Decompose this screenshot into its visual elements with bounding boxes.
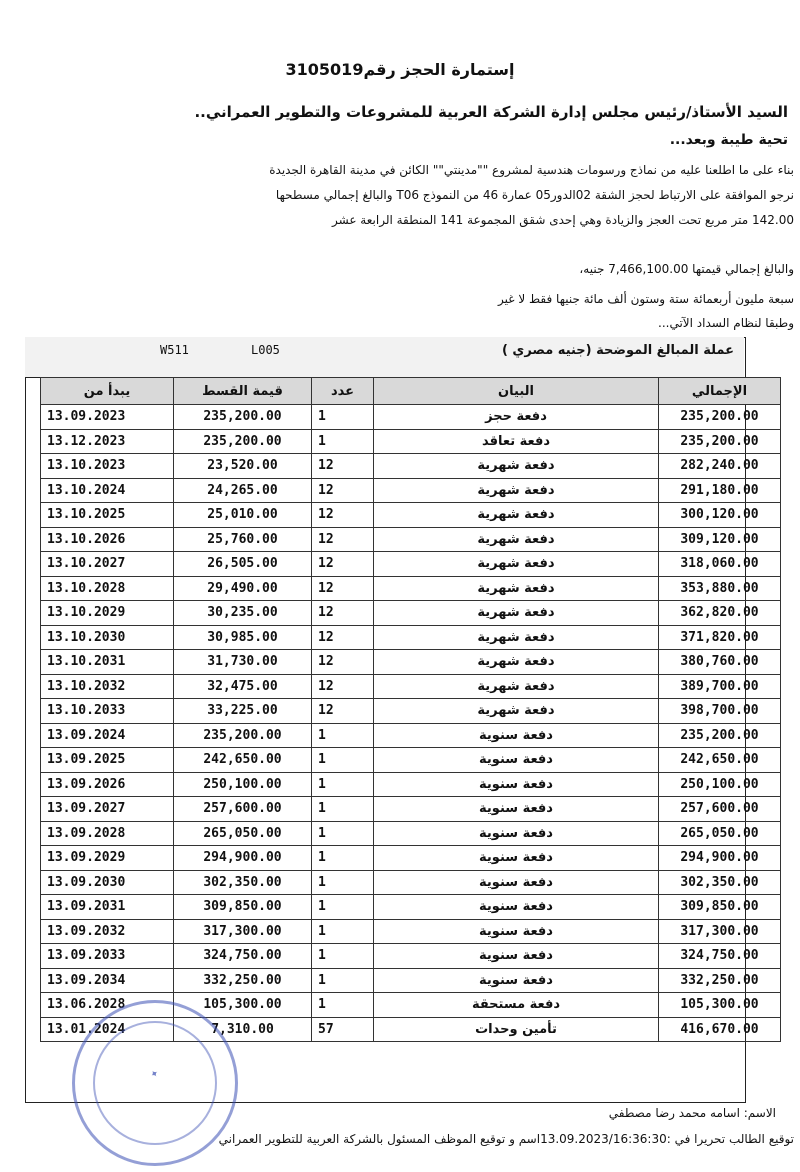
row-start-date: 13.12.2023 [41, 429, 174, 454]
row-description: دفعة سنوية [374, 944, 659, 969]
row-description: دفعة شهرية [374, 454, 659, 479]
form-title: إستمارة الحجز رقم3105019 [285, 60, 515, 79]
row-start-date: 13.10.2028 [41, 576, 174, 601]
row-description: دفعة سنوية [374, 748, 659, 773]
table-row [41, 846, 781, 871]
row-total: 242,650.00 [659, 748, 781, 773]
row-start-date: 13.09.2034 [41, 968, 174, 993]
row-count: 1 [312, 870, 374, 895]
row-description: دفعة سنوية [374, 797, 659, 822]
table-row [41, 478, 781, 503]
table-row [41, 968, 781, 993]
row-description: دفعة سنوية [374, 846, 659, 871]
row-count: 12 [312, 625, 374, 650]
table-row [41, 821, 781, 846]
currency-header [25, 337, 744, 378]
row-total: 282,240.00 [659, 454, 781, 479]
row-installment: 25,010.00 [174, 503, 312, 528]
row-installment: 235,200.00 [174, 429, 312, 454]
row-start-date: 13.09.2028 [41, 821, 174, 846]
row-count: 12 [312, 674, 374, 699]
row-total: 250,100.00 [659, 772, 781, 797]
table-row [41, 723, 781, 748]
header-start-date: يبدأ من [41, 378, 174, 405]
row-description: دفعة سنوية [374, 821, 659, 846]
row-total: 291,180.00 [659, 478, 781, 503]
row-description: تأمين وحدات [374, 1017, 659, 1042]
row-start-date: 13.09.2032 [41, 919, 174, 944]
row-installment: 235,200.00 [174, 405, 312, 430]
stamp-mark: ✦ [148, 1067, 162, 1082]
row-description: دفعة شهرية [374, 601, 659, 626]
row-count: 1 [312, 797, 374, 822]
row-description: دفعة سنوية [374, 968, 659, 993]
currency-note: عملة المبالغ الموضحة (جنيه مصري ) [501, 343, 734, 358]
row-start-date: 13.09.2033 [41, 944, 174, 969]
row-total: 294,900.00 [659, 846, 781, 871]
row-installment: 257,600.00 [174, 797, 312, 822]
row-count: 1 [312, 993, 374, 1018]
row-description: دفعة شهرية [374, 478, 659, 503]
row-installment: 30,235.00 [174, 601, 312, 626]
row-start-date: 13.10.2024 [41, 478, 174, 503]
table-row [41, 527, 781, 552]
header-description: البيان [374, 378, 659, 405]
row-total: 302,350.00 [659, 870, 781, 895]
total-in-words: سبعة مليون أربعمائة ستة وستون ألف مائة جنيها فقط لا غير [498, 292, 794, 306]
table-row [41, 650, 781, 675]
table-row [41, 919, 781, 944]
table-row [41, 870, 781, 895]
row-count: 12 [312, 478, 374, 503]
row-installment: 29,490.00 [174, 576, 312, 601]
row-start-date: 13.09.2029 [41, 846, 174, 871]
paragraph-line-2: نرجو الموافقة على الارتباط لحجز الشقة 02الدور05 عمارة 46 من النموذج T06 والبالغ إجمالي مسطحها [275, 188, 794, 202]
row-total: 257,600.00 [659, 797, 781, 822]
row-total: 235,200.00 [659, 405, 781, 430]
row-count: 12 [312, 699, 374, 724]
row-description: دفعة شهرية [374, 674, 659, 699]
table-row [41, 503, 781, 528]
row-start-date: 13.06.2028 [41, 993, 174, 1018]
table-row [41, 625, 781, 650]
row-total: 380,760.00 [659, 650, 781, 675]
row-start-date: 13.09.2031 [41, 895, 174, 920]
header-installment: قيمة القسط [174, 378, 312, 405]
table-row [41, 674, 781, 699]
row-total: 317,300.00 [659, 919, 781, 944]
row-installment: 105,300.00 [174, 993, 312, 1018]
row-total: 362,820.00 [659, 601, 781, 626]
row-total: 324,750.00 [659, 944, 781, 969]
row-description: دفعة شهرية [374, 650, 659, 675]
row-installment: 24,265.00 [174, 478, 312, 503]
row-description: دفعة شهرية [374, 699, 659, 724]
table-row [41, 454, 781, 479]
row-start-date: 13.01.2024 [41, 1017, 174, 1042]
row-total: 235,200.00 [659, 429, 781, 454]
row-total: 398,700.00 [659, 699, 781, 724]
table-row [41, 699, 781, 724]
table-row [41, 405, 781, 430]
table-row [41, 552, 781, 577]
row-count: 1 [312, 405, 374, 430]
greeting: تحية طيبة وبعد... [669, 132, 788, 148]
row-start-date: 13.09.2026 [41, 772, 174, 797]
row-start-date: 13.10.2030 [41, 625, 174, 650]
row-installment: 7,310.00 [174, 1017, 312, 1042]
applicant-name: الاسم: اسامه محمد رضا مصطفي [608, 1106, 776, 1120]
row-description: دفعة مستحقة [374, 993, 659, 1018]
row-total: 105,300.00 [659, 993, 781, 1018]
payment-schedule-table [40, 377, 781, 1042]
row-installment: 31,730.00 [174, 650, 312, 675]
paragraph-line-3: 142.00 متر مربع تحت العجز والزيادة وهي إحدى شقق المجموعة 141 المنطقة الرابعة عشر [332, 213, 794, 227]
row-count: 1 [312, 968, 374, 993]
row-start-date: 13.10.2031 [41, 650, 174, 675]
row-description: دفعة سنوية [374, 772, 659, 797]
row-total: 416,670.00 [659, 1017, 781, 1042]
row-total: 389,700.00 [659, 674, 781, 699]
row-count: 1 [312, 944, 374, 969]
table-row [41, 772, 781, 797]
row-total: 235,200.00 [659, 723, 781, 748]
row-description: دفعة سنوية [374, 895, 659, 920]
table-row [41, 797, 781, 822]
row-count: 1 [312, 772, 374, 797]
row-installment: 250,100.00 [174, 772, 312, 797]
company-stamp-icon [72, 1000, 238, 1166]
row-description: دفعة شهرية [374, 625, 659, 650]
header-total: الإجمالي [659, 378, 781, 405]
row-total: 371,820.00 [659, 625, 781, 650]
table-row [41, 944, 781, 969]
row-count: 1 [312, 919, 374, 944]
row-start-date: 13.10.2029 [41, 601, 174, 626]
row-total: 265,050.00 [659, 821, 781, 846]
row-start-date: 13.09.2023 [41, 405, 174, 430]
row-installment: 235,200.00 [174, 723, 312, 748]
row-installment: 324,750.00 [174, 944, 312, 969]
row-start-date: 13.10.2025 [41, 503, 174, 528]
row-start-date: 13.09.2030 [41, 870, 174, 895]
row-installment: 302,350.00 [174, 870, 312, 895]
row-installment: 309,850.00 [174, 895, 312, 920]
row-installment: 30,985.00 [174, 625, 312, 650]
row-total: 300,120.00 [659, 503, 781, 528]
unit-code-1: W511 [160, 343, 189, 357]
row-description: دفعة سنوية [374, 870, 659, 895]
row-count: 12 [312, 454, 374, 479]
row-description: دفعة سنوية [374, 723, 659, 748]
row-description: دفعة حجز [374, 405, 659, 430]
row-count: 1 [312, 895, 374, 920]
payment-system-label: وطبقا لنظام السداد الآتي... [658, 316, 794, 330]
row-start-date: 13.10.2026 [41, 527, 174, 552]
row-count: 1 [312, 429, 374, 454]
row-description: دفعة شهرية [374, 576, 659, 601]
row-count: 12 [312, 576, 374, 601]
row-installment: 332,250.00 [174, 968, 312, 993]
header-count: عدد [312, 378, 374, 405]
row-start-date: 13.09.2025 [41, 748, 174, 773]
row-total: 353,880.00 [659, 576, 781, 601]
row-description: دفعة شهرية [374, 527, 659, 552]
row-total: 309,120.00 [659, 527, 781, 552]
row-count: 1 [312, 846, 374, 871]
row-installment: 25,760.00 [174, 527, 312, 552]
table-row [41, 748, 781, 773]
row-description: دفعة سنوية [374, 919, 659, 944]
table-row [41, 895, 781, 920]
row-installment: 33,225.00 [174, 699, 312, 724]
row-start-date: 13.10.2023 [41, 454, 174, 479]
row-count: 1 [312, 723, 374, 748]
row-count: 12 [312, 650, 374, 675]
row-count: 12 [312, 552, 374, 577]
addressee: السيد الأستاذ/رئيس مجلس إدارة الشركة العربية للمشروعات والتطوير العمراني.. [194, 103, 788, 121]
row-installment: 32,475.00 [174, 674, 312, 699]
row-count: 1 [312, 748, 374, 773]
row-start-date: 13.10.2027 [41, 552, 174, 577]
table-header-row [41, 378, 781, 405]
row-total: 332,250.00 [659, 968, 781, 993]
row-count: 57 [312, 1017, 374, 1042]
row-count: 1 [312, 821, 374, 846]
row-description: دفعة شهرية [374, 503, 659, 528]
row-total: 309,850.00 [659, 895, 781, 920]
row-installment: 23,520.00 [174, 454, 312, 479]
row-count: 12 [312, 527, 374, 552]
row-start-date: 13.09.2027 [41, 797, 174, 822]
row-start-date: 13.09.2024 [41, 723, 174, 748]
row-total: 318,060.00 [659, 552, 781, 577]
row-count: 12 [312, 601, 374, 626]
row-start-date: 13.10.2032 [41, 674, 174, 699]
row-count: 12 [312, 503, 374, 528]
total-value-line: والبالغ إجمالي قيمتها 7,466,100.00 جنيه، [579, 262, 794, 276]
row-installment: 26,505.00 [174, 552, 312, 577]
row-installment: 294,900.00 [174, 846, 312, 871]
row-installment: 317,300.00 [174, 919, 312, 944]
row-description: دفعة شهرية [374, 552, 659, 577]
paragraph-line-1: بناء على ما اطلعنا عليه من نماذج ورسومات هندسية لمشروع ""مدينتي"" الكائن في مدينة القاهرة الجديدة [269, 163, 794, 177]
table-row [41, 429, 781, 454]
table-row [41, 601, 781, 626]
table-row [41, 576, 781, 601]
row-description: دفعة تعاقد [374, 429, 659, 454]
row-installment: 242,650.00 [174, 748, 312, 773]
row-start-date: 13.10.2033 [41, 699, 174, 724]
row-installment: 265,050.00 [174, 821, 312, 846]
signature-line: توقيع الطالب تحريرا في :13.09.2023/16:36:30اسم و توقيع الموظف المسئول بالشركة العربية للتطوير العمراني [218, 1132, 794, 1146]
unit-code-2: L005 [251, 343, 280, 357]
